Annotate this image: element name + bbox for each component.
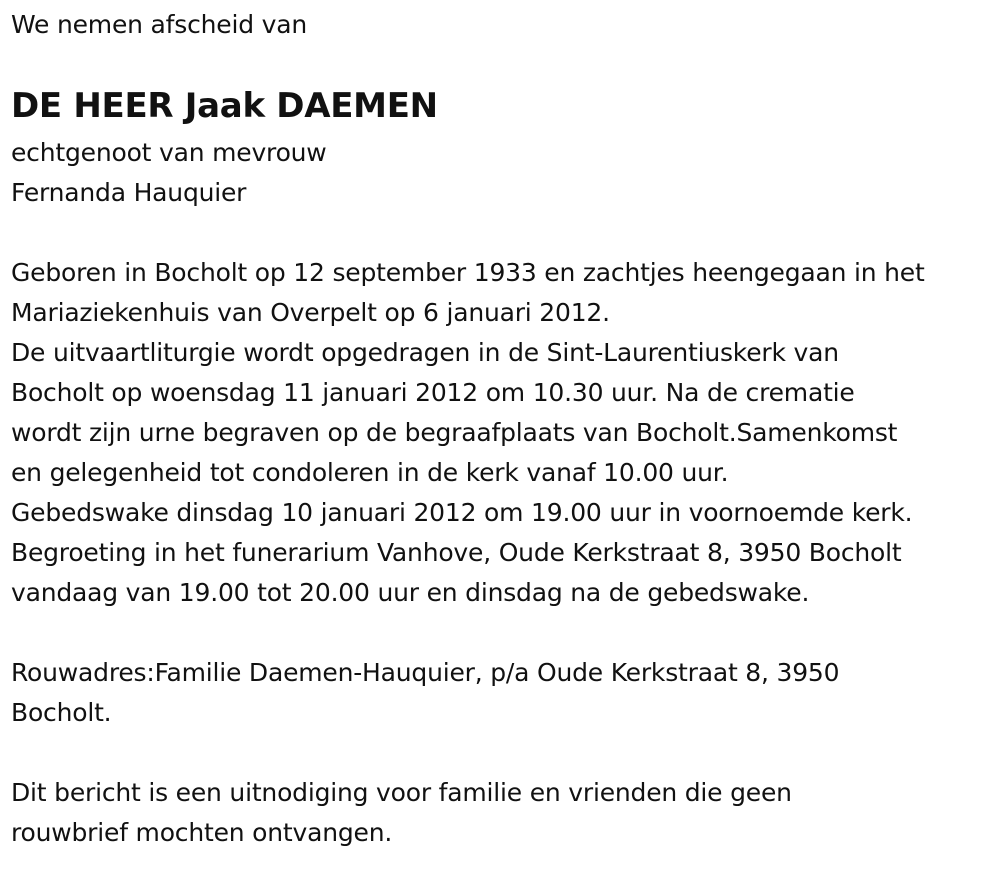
details-line: Geboren in Bocholt op 12 september 1933 en zachtjes heengegaan in het bbox=[11, 258, 925, 287]
spouse-line: echtgenoot van mevrouw bbox=[11, 138, 327, 167]
details-line: De uitvaartliturgie wordt opgedragen in de Sint-Laurentiuskerk van bbox=[11, 338, 839, 367]
closing-line: rouwbrief mochten ontvangen. bbox=[11, 818, 393, 847]
closing-line: Dit bericht is een uitnodiging voor familie en vrienden die geen bbox=[11, 778, 792, 807]
spouse-block bbox=[11, 133, 327, 213]
details-line: en gelegenheid tot condoleren in de kerk vanaf 10.00 uur. bbox=[11, 458, 729, 487]
intro-text: We nemen afscheid van bbox=[11, 10, 307, 39]
address-line: Bocholt. bbox=[11, 698, 112, 727]
details-line: Gebedswake dinsdag 10 januari 2012 om 19.00 uur in voornoemde kerk. bbox=[11, 498, 913, 527]
deceased-name: DE HEER Jaak DAEMEN bbox=[11, 86, 438, 126]
address-line: Rouwadres:Familie Daemen-Hauquier, p/a Oude Kerkstraat 8, 3950 bbox=[11, 658, 840, 687]
mourning-address bbox=[11, 653, 839, 733]
closing-note bbox=[11, 773, 792, 853]
funeral-details bbox=[11, 253, 925, 613]
details-line: Mariaziekenhuis van Overpelt op 6 januari 2012. bbox=[11, 298, 610, 327]
spouse-line: Fernanda Hauquier bbox=[11, 178, 247, 207]
details-line: wordt zijn urne begraven op de begraafplaats van Bocholt.Samenkomst bbox=[11, 418, 898, 447]
details-line: vandaag van 19.00 tot 20.00 uur en dinsdag na de gebedswake. bbox=[11, 578, 810, 607]
details-line: Begroeting in het funerarium Vanhove, Oude Kerkstraat 8, 3950 Bocholt bbox=[11, 538, 902, 567]
details-line: Bocholt op woensdag 11 januari 2012 om 10.30 uur. Na de crematie bbox=[11, 378, 855, 407]
